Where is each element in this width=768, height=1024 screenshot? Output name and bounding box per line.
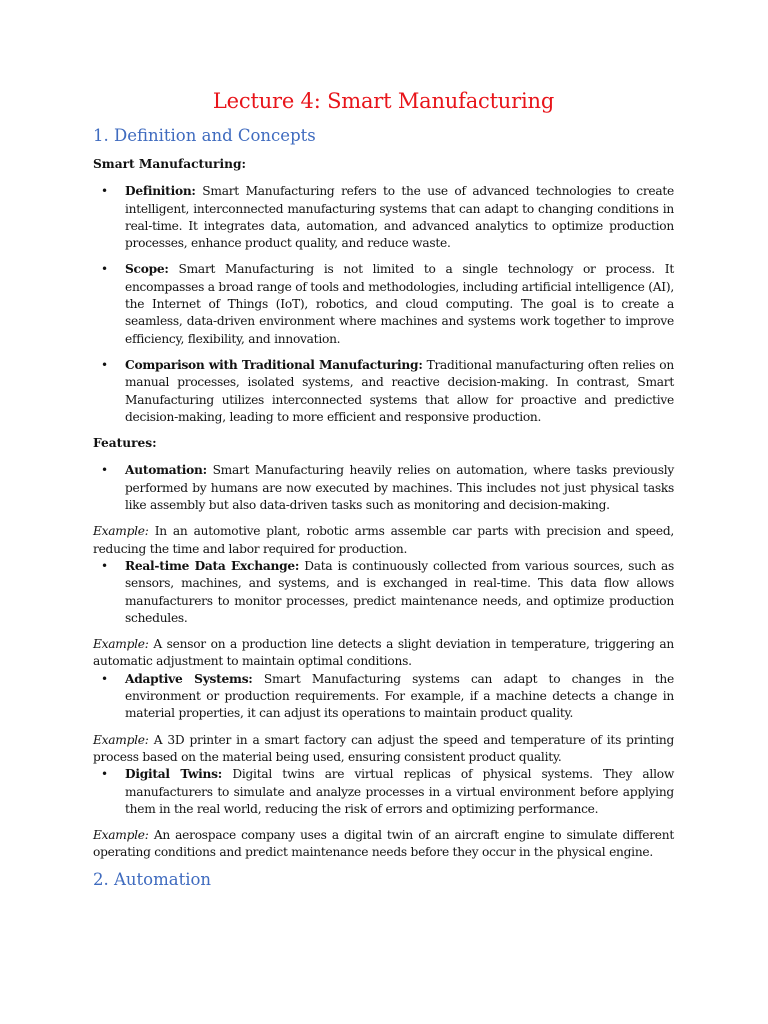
definition-list (93, 183, 674, 426)
example-paragraph: Example: A 3D printer in a smart factory can adjust the speed and temperature of its printing process based on the material being used, ensuring consistent product quality. (93, 732, 674, 764)
list-item (93, 558, 674, 627)
section-heading-definition: 1. Definition and Concepts (93, 126, 316, 145)
smart-manufacturing-label: Smart Manufacturing: (93, 157, 246, 171)
term: Automation: (125, 463, 207, 478)
section-heading-automation: 2. Automation (93, 869, 212, 889)
term-description: Data is continuously collected from various sources, such as sensors, machines, and systems, and is exchanged in real-time. This data flow allows manufacturers to monitor processes, predict maintenance needs, and optimize production schedules. (125, 558, 675, 625)
bullet-icon: • (101, 357, 109, 372)
bullet-icon: • (101, 671, 109, 686)
example-paragraph: Example: In an automotive plant, robotic arms assemble car parts with precision and speed, reducing the time and labor required for production. (93, 524, 674, 556)
list-item (93, 766, 674, 818)
term-description: Smart Manufacturing refers to the use of advanced technologies to create intelligent, interconnected manufacturing systems that can adapt to changing conditions in real-time. It integrates data, automation, and advanced analytics to optimize production processes, enhance product quality, and reduce waste. (125, 184, 674, 251)
list-item (93, 183, 674, 252)
bullet-icon: • (101, 463, 109, 478)
list-item (93, 671, 674, 723)
list-item (93, 462, 674, 514)
bullet-icon: • (101, 184, 109, 199)
feature-list-automation (93, 462, 674, 514)
feature-list-digital-twins (93, 766, 674, 818)
feature-list-adaptive (93, 671, 674, 723)
example-paragraph: Example: A sensor on a production line detects a slight deviation in temperature, triggering an automatic adjustment to maintain optimal conditions. (93, 637, 674, 669)
term: Definition: (125, 184, 196, 199)
bullet-icon: • (101, 558, 109, 573)
bullet-icon: • (101, 767, 109, 782)
term-description: Traditional manufacturing often relies on manual processes, isolated systems, and reactive decision-making. In contrast, Smart Manufacturing utilizes interconnected systems that allow for proactive and predictive decision-making, leading to more efficient and responsive production. (125, 357, 674, 424)
bullet-icon: • (101, 262, 109, 277)
features-label: Features: (93, 436, 157, 451)
term-description: Smart Manufacturing is not limited to a single technology or process. It encompasses a broad range of tools and methodologies, including artificial intelligence (AI), the Internet of Things (IoT), robotics, and cloud computing. The goal is to create a seamless, data-driven environment where machines and systems work together to improve efficiency, flexibility, and innovation. (125, 262, 674, 346)
example-paragraph: Example: An aerospace company uses a digital twin of an aircraft engine to simulate different operating conditions and predict maintenance needs before they occur in the physical engine. (93, 828, 674, 860)
list-item (93, 357, 674, 426)
list-item (93, 261, 674, 347)
term-description: Smart Manufacturing heavily relies on automation, where tasks previously performed by humans are now executed by machines. This includes not just physical tasks like assembly but also data-driven tasks such as monitoring and decision-making. (125, 463, 674, 513)
term: Comparison with Traditional Manufacturing: (125, 357, 423, 372)
term: Adaptive Systems: (125, 671, 253, 686)
term: Scope: (125, 262, 169, 277)
term: Digital Twins: (125, 767, 223, 782)
term: Real-time Data Exchange: (125, 558, 300, 573)
term-description: Smart Manufacturing systems can adapt to changes in the environment or production requirements. For example, if a machine detects a change in material properties, it can adjust its operations to maintain product quality. (125, 671, 674, 721)
term-description: Digital twins are virtual replicas of physical systems. They allow manufacturers to simulate and analyze processes in a virtual environment before applying them in the real world, reducing the risk of errors and optimizing performance. (125, 767, 675, 816)
page-title: Lecture 4: Smart Manufacturing (212, 89, 555, 113)
feature-list-realtime (93, 558, 674, 627)
